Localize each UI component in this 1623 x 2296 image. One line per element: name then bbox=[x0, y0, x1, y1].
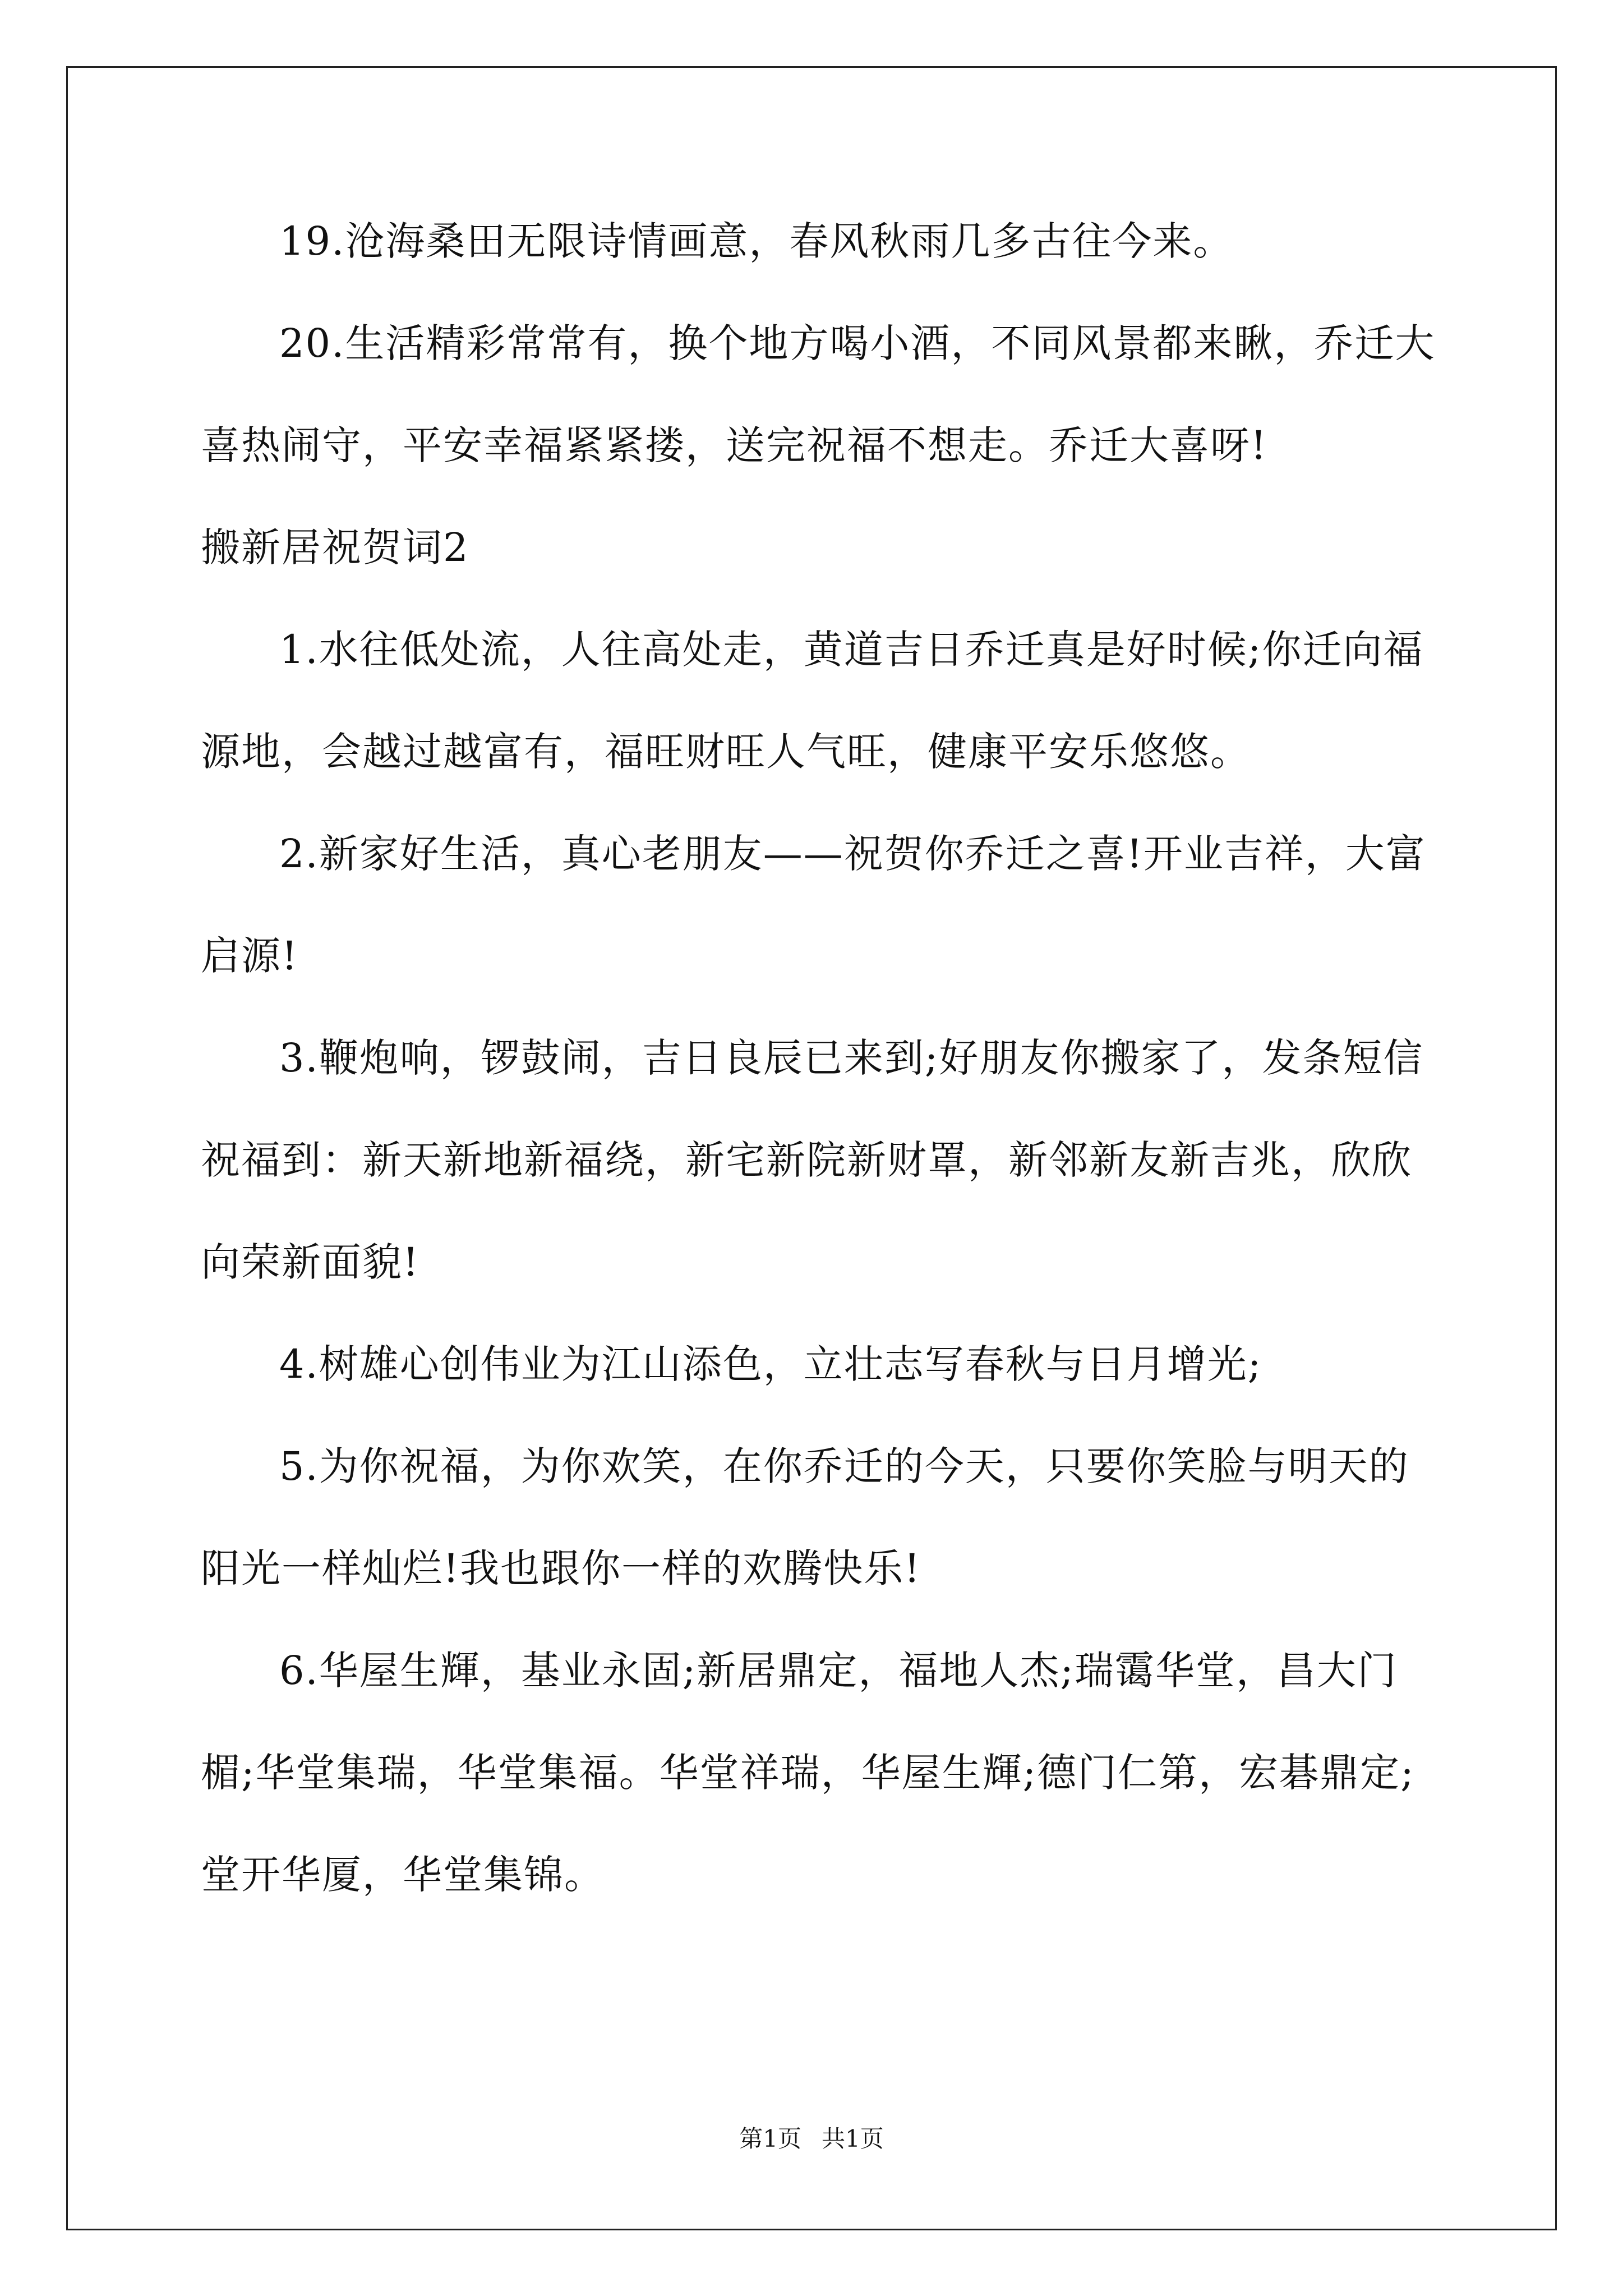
paragraph-line: 向荣新面貌! bbox=[201, 1239, 420, 1285]
paragraph-line: 楣;华堂集瑞，华堂集福。华堂祥瑞，华屋生輝;德门仁第，宏碁鼎定; bbox=[201, 1750, 1415, 1796]
paragraph-line: 3.鞭炮响，锣鼓闹，吉日良辰已来到;好朋友你搬家了，发条短信 bbox=[279, 1035, 1424, 1081]
paragraph-line: 祝福到：新天新地新福绕，新宅新院新财罩，新邻新友新吉兆，欣欣 bbox=[201, 1137, 1412, 1183]
list-item bbox=[201, 219, 1429, 264]
list-item bbox=[201, 627, 1429, 774]
paragraph-line: 喜热闹守，平安幸福紧紧搂，送完祝福不想走。乔迁大喜呀! bbox=[201, 422, 1268, 468]
list-item bbox=[201, 831, 1429, 978]
paragraph-line: 启源! bbox=[201, 933, 299, 979]
list-item bbox=[201, 1342, 1429, 1387]
paragraph-line: 19.沧海桑田无限诗情画意，春风秋雨几多古往今来。 bbox=[279, 218, 1234, 264]
paragraph-line: 5.为你祝福，为你欢笑，在你乔迁的今天，只要你笑脸与明天的 bbox=[279, 1443, 1409, 1489]
list-item bbox=[201, 1648, 1429, 1897]
paragraph-line: 4.树雄心创伟业为江山添色，立壮志写春秋与日月增光; bbox=[279, 1341, 1262, 1387]
section-heading bbox=[201, 525, 1429, 570]
list-item bbox=[201, 1444, 1429, 1591]
list-item bbox=[201, 1036, 1429, 1285]
page-number: 第1页 bbox=[739, 2125, 801, 2152]
paragraph-line: 1.水往低处流，人往高处走，黄道吉日乔迁真是好时候;你迁向福 bbox=[279, 627, 1424, 673]
page-total: 共1页 bbox=[822, 2125, 884, 2152]
list-item bbox=[201, 320, 1436, 468]
paragraph-line: 2.新家好生活，真心老朋友——祝贺你乔迁之喜!开业吉祥，大富 bbox=[279, 831, 1426, 877]
paragraph-line: 源地，会越过越富有，福旺财旺人气旺，健康平安乐悠悠。 bbox=[201, 729, 1251, 775]
paragraph-line: 阳光一样灿烂!我也跟你一样的欢腾快乐! bbox=[201, 1545, 921, 1591]
heading-text: 搬新居祝贺词2 bbox=[201, 524, 469, 570]
paragraph-line: 堂开华厦，华堂集锦。 bbox=[201, 1852, 605, 1898]
page-footer bbox=[0, 2125, 1623, 2153]
document-body bbox=[201, 218, 1436, 1898]
paragraph-line: 20.生活精彩常常有，换个地方喝小酒，不同风景都来瞅，乔迁大 bbox=[279, 320, 1436, 366]
paragraph-line: 6.华屋生輝，基业永固;新居鼎定，福地人杰;瑞霭华堂，昌大门 bbox=[279, 1648, 1398, 1694]
